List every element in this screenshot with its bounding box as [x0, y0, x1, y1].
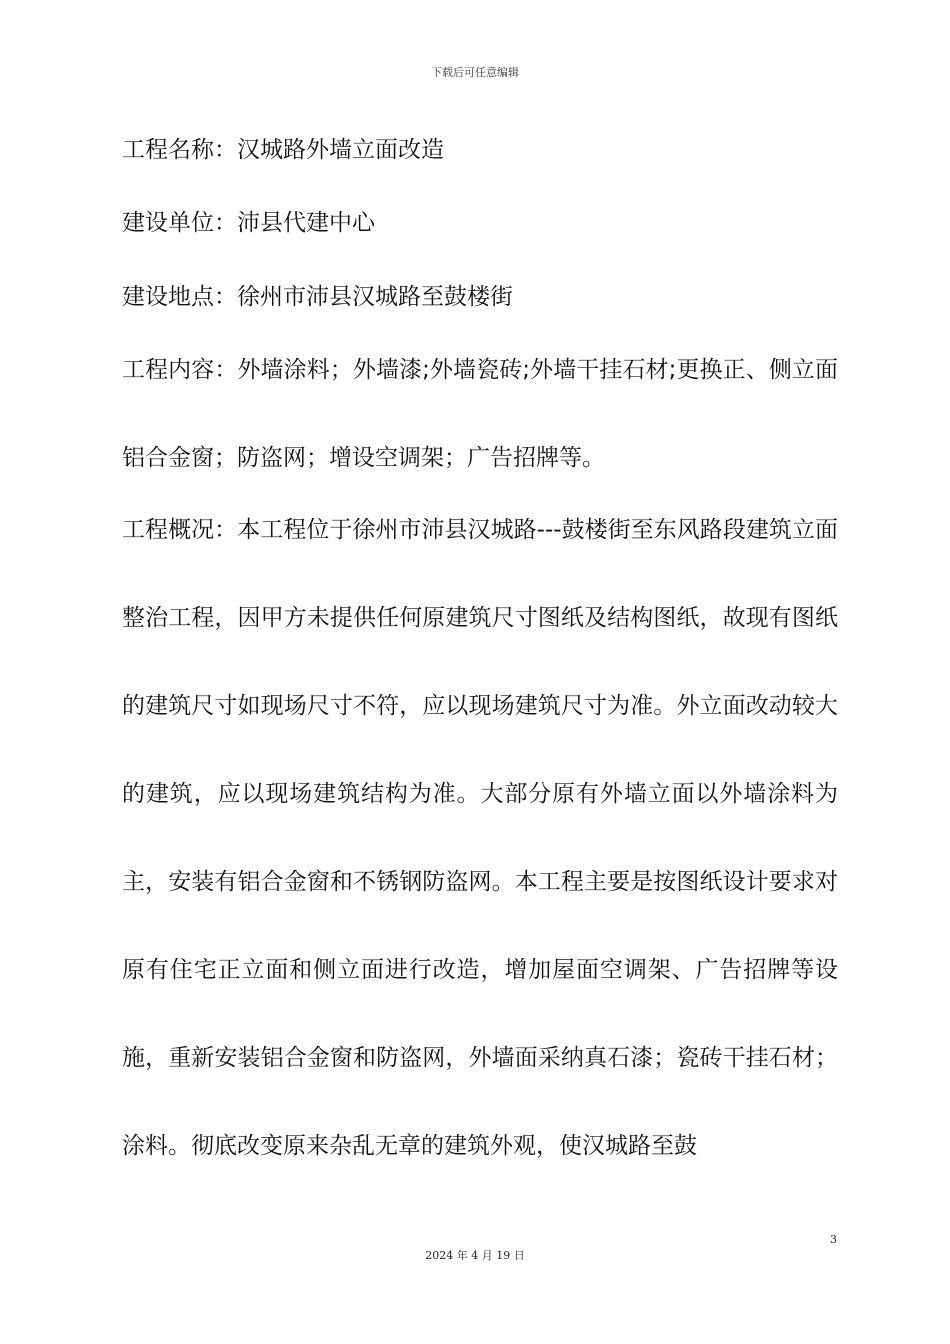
project-overview-paragraph: 工程概况：本工程位于徐州市沛县汉城路---鼓楼街至东风路段建筑立面整治工程，因甲方未提供任何原建筑尺寸图纸及结构图纸，故现有图纸的建筑尺寸如现场尺寸不符，应以现场建筑尺寸为准。外立面改动较大的建筑，应以现场建筑结构为准。大部分原有外墙立面以外墙涂料为主，安装有铝合金窗和不锈钢防盗网。本工程主要是按图纸设计要求对原有住宅正立面和侧立面进行改造，增加屋面空调架、广告招牌等设施，重新安装铝合金窗和防盗网，外墙面采纳真石漆；瓷砖干挂石材；涂料。彻底改变原来杂乱无章的建筑外观，使汉城路至鼓 [122, 517, 838, 1159]
project-name-line: 工程名称：汉城路外墙立面改造 [122, 137, 444, 163]
page-header-note: 下载后可任意编辑 [431, 66, 519, 79]
page-number: 3 [830, 1233, 837, 1246]
footer-date: 2024 年 4 月 19 日 [425, 1249, 525, 1262]
builder-line: 建设单位：沛县代建中心 [122, 210, 375, 236]
location-line: 建设地点：徐州市沛县汉城路至鼓楼街 [122, 284, 513, 310]
project-content-paragraph: 工程内容：外墙涂料；外墙漆;外墙瓷砖;外墙干挂石材;更换正、侧立面铝合金窗；防盗网；增设空调架；广告招牌等。 [122, 357, 838, 471]
